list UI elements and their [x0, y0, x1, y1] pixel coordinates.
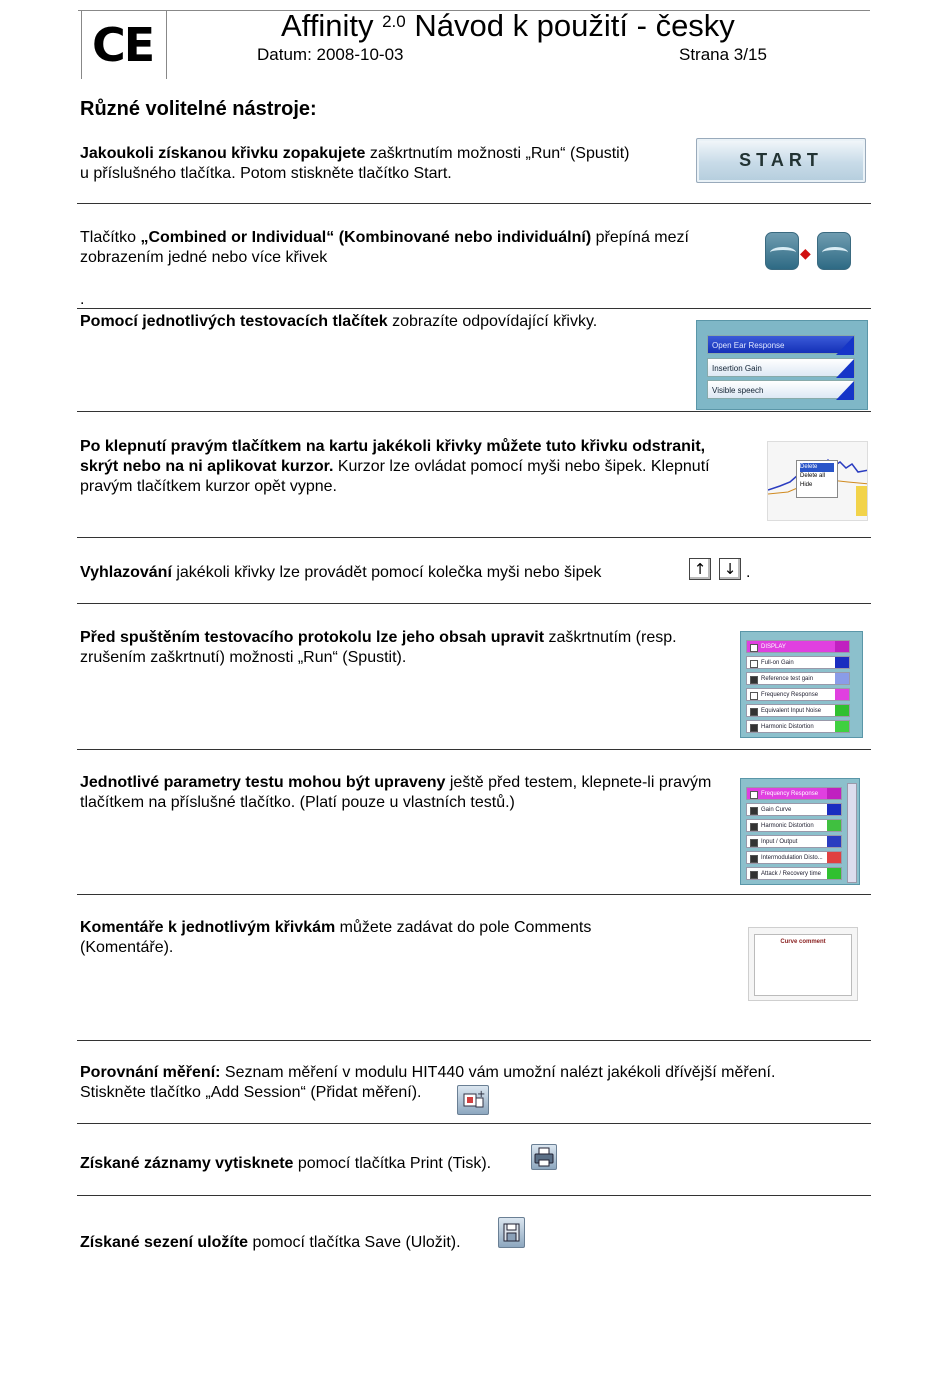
parameter-tab: [827, 820, 841, 831]
divider: [77, 1123, 871, 1124]
protocol-tab: [835, 705, 849, 716]
protocol-item-label: Equivalent Input Noise: [761, 708, 822, 714]
combined-individual-toggle[interactable]: [765, 232, 853, 272]
divider: [77, 308, 871, 309]
divider: [77, 894, 871, 895]
paragraph-test-buttons: [80, 312, 690, 332]
test-button-open-ear[interactable]: Open Ear Response: [707, 335, 855, 354]
paragraph-smoothing: [80, 563, 680, 583]
add-session-icon: [458, 1086, 488, 1114]
divider: [77, 1195, 871, 1196]
paragraph-comments: [80, 918, 680, 958]
protocol-item[interactable]: [746, 704, 850, 717]
paragraph-bold: Porovnání měření:: [80, 1064, 221, 1081]
title-rest: Návod k použití - česky: [405, 8, 735, 43]
toggle-arrow-icon: ◆: [800, 246, 811, 262]
parameter-item[interactable]: [746, 867, 842, 880]
print-button[interactable]: [531, 1144, 557, 1170]
protocol-item-label: Frequency Response: [761, 692, 819, 698]
parameter-item[interactable]: [746, 819, 842, 832]
paragraph-curve-context: [80, 437, 740, 497]
curve-comment-title: Curve comment: [780, 939, 826, 945]
test-button-visible-speech[interactable]: Visible speech: [707, 380, 855, 399]
add-session-button[interactable]: [457, 1085, 489, 1115]
paragraph-text: ještě před testem, klepnete-li pravým tlačítkem na příslušné tlačítko. (Platí pouze u vlastních testů.): [80, 774, 712, 811]
arrow-up-key-icon: ↑: [689, 558, 711, 580]
page-header: [78, 10, 870, 78]
parameter-tab: [827, 788, 841, 799]
document-title: [281, 7, 735, 45]
menu-item-hide[interactable]: Hide: [800, 482, 813, 488]
paragraph-bold: Získané sezení uložíte: [80, 1234, 249, 1251]
parameter-item-label: Gain Curve: [761, 807, 792, 813]
paragraph-bold: Komentáře k jednotlivým křivkám: [80, 919, 336, 936]
paragraph-bold: „Combined or Individual“ (Kombinované nebo individuální): [140, 229, 592, 246]
curve-tab: [856, 486, 868, 516]
protocol-tab: [835, 721, 849, 732]
title-version: 2.0: [382, 12, 406, 31]
document-date: Datum: 2008-10-03: [257, 45, 404, 64]
paragraph-text: Kurzor lze ovládat pomocí myši nebo šipek. Klepnutí pravým tlačítkem kurzor opět vypne.: [80, 458, 710, 495]
parameter-tab: [827, 852, 841, 863]
paragraph-text: pomocí tlačítka Save (Uložit).: [248, 1234, 461, 1251]
parameter-item-label: Intermodulation Disto...: [761, 855, 823, 861]
protocol-item[interactable]: [746, 640, 850, 653]
parameter-tab: [827, 836, 841, 847]
protocol-tab: [835, 641, 849, 652]
parameter-item-label: Attack / Recovery time: [761, 871, 822, 877]
ce-mark-logo: CE: [92, 18, 154, 72]
divider: [77, 203, 871, 204]
paragraph-text-pre: Tlačítko: [80, 229, 141, 246]
paragraph-text-line2: u příslušného tlačítka. Potom stiskněte tlačítko Start.: [80, 165, 452, 182]
paragraph-save: [80, 1233, 500, 1253]
paragraph-text: zobrazíte odpovídající křivky.: [387, 313, 598, 330]
paragraph-text: zaškrtnutím možnosti „Run“ (Spustit): [365, 145, 630, 162]
protocol-item[interactable]: [746, 720, 850, 733]
protocol-panel: [740, 631, 863, 738]
protocol-item[interactable]: [746, 672, 850, 685]
paragraph-print: [80, 1154, 540, 1174]
protocol-tab: [835, 689, 849, 700]
curve-comment-box: [748, 927, 858, 1001]
paragraph-bold: Získané záznamy vytisknete: [80, 1155, 294, 1172]
protocol-item-label: DISPLAY: [761, 644, 786, 650]
paragraph-bold: Před spuštěním testovacího protokolu lze jeho obsah upravit: [80, 629, 545, 646]
divider: [77, 1040, 871, 1041]
menu-item-delete[interactable]: Delete: [800, 463, 834, 472]
paragraph-text: jakékoli křivky lze provádět pomocí kolečka myši nebo šipek: [171, 564, 602, 581]
paragraph-bold: Jakoukoli získanou křivku zopakujete: [80, 145, 366, 162]
page-number: Strana 3/15: [679, 45, 767, 64]
parameter-item[interactable]: [746, 851, 842, 864]
test-buttons-panel: [696, 320, 868, 410]
test-button-insertion-gain[interactable]: Insertion Gain: [707, 358, 855, 377]
parameter-item-label: Harmonic Distortion: [761, 823, 814, 829]
paragraph-text: přepíná mezí zobrazením jedné nebo více křivek: [80, 229, 689, 266]
individual-curves-icon: [817, 232, 851, 270]
protocol-tab: [835, 657, 849, 668]
protocol-item-label: Reference test gain: [761, 676, 814, 682]
paragraph-text-line2: Stiskněte tlačítko „Add Session“ (Přidat měření).: [80, 1084, 422, 1101]
arrow-down-key-icon: ↓: [719, 558, 741, 580]
parameter-item[interactable]: [746, 803, 842, 816]
divider: [77, 537, 871, 538]
parameters-panel: [740, 778, 860, 885]
title-product: Affinity: [281, 8, 383, 43]
floppy-disk-icon: [499, 1218, 524, 1247]
curve-context-menu: [796, 460, 838, 498]
save-button[interactable]: [498, 1217, 525, 1248]
divider: [77, 411, 871, 412]
divider: [77, 749, 871, 750]
paragraph-bold: Vyhlazování: [80, 564, 172, 581]
start-button[interactable]: START: [696, 138, 866, 183]
parameter-tab: [827, 868, 841, 879]
paragraph-parameters: [80, 773, 720, 813]
paragraph-bold: Pomocí jednotlivých testovacích tlačítek: [80, 313, 388, 330]
menu-item-delete-all[interactable]: Delete all: [800, 473, 826, 479]
paragraph-text: můžete zadávat do pole Comments (Komentáře).: [80, 919, 592, 956]
paragraph-text: Seznam měření v modulu HIT440 vám umožní nalézt jakékoli dřívější měření.: [220, 1064, 776, 1081]
stray-dot: .: [80, 291, 85, 308]
protocol-tab: [835, 673, 849, 684]
curve-context-screenshot: [767, 441, 868, 521]
parameter-tab: [827, 804, 841, 815]
parameter-item-label: Frequency Response: [761, 791, 819, 797]
section-heading: Různé volitelné nástroje:: [80, 98, 317, 120]
combined-curves-icon: [765, 232, 799, 270]
protocol-item[interactable]: [746, 656, 850, 669]
curve-comment-field[interactable]: [754, 934, 852, 996]
trailing-dot: .: [746, 564, 751, 581]
paragraph-combined-toggle: [80, 228, 750, 268]
paragraph-bold: Jednotlivé parametry testu mohou být upraveny: [80, 774, 446, 791]
paragraph-repeat-curve: [80, 144, 690, 184]
parameter-item[interactable]: [746, 835, 842, 848]
protocol-item[interactable]: [746, 688, 850, 701]
paragraph-protocol: [80, 628, 710, 668]
paragraph-bold: Po klepnutí pravým tlačítkem na kartu jakékoli křivky můžete tuto křivku odstranit, skrýt nebo na ni aplikovat kurzor.: [80, 438, 706, 475]
svg-text:+: +: [477, 1089, 486, 1100]
divider: [77, 603, 871, 604]
printer-icon: [532, 1145, 556, 1169]
paragraph-text: pomocí tlačítka Print (Tisk).: [293, 1155, 492, 1172]
ce-mark-box: [81, 11, 167, 79]
parameter-item[interactable]: [746, 787, 842, 800]
protocol-item-label: Harmonic Distortion: [761, 724, 814, 730]
paragraph-text: zaškrtnutím (resp. zrušením zaškrtnutí) možnosti „Run“ (Spustit).: [80, 629, 677, 666]
protocol-item-label: Full-on Gain: [761, 660, 794, 666]
parameter-item-label: Input / Output: [761, 839, 798, 845]
